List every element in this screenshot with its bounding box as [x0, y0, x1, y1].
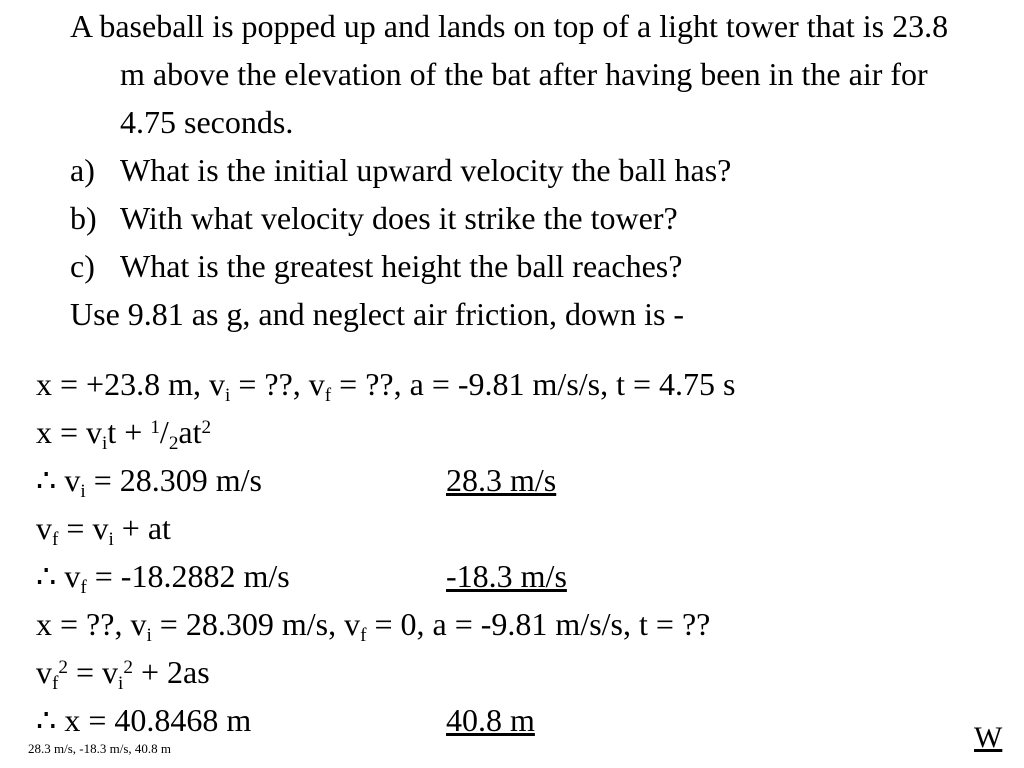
solution-work	[36, 360, 936, 744]
subscript: i	[224, 384, 231, 406]
text: + at	[113, 510, 171, 546]
problem-note: Use 9.81 as g, and neglect air friction, down is -	[70, 296, 685, 332]
text: = v	[67, 654, 119, 690]
question-a	[70, 146, 970, 194]
text: x = +23.8 m, v	[36, 366, 225, 402]
subscript: f	[360, 624, 367, 646]
equation-displacement	[36, 408, 936, 456]
superscript: 2	[58, 657, 68, 679]
answer-c: 40.8 m	[446, 702, 535, 738]
question-letter: a)	[70, 152, 95, 188]
text: v	[36, 510, 52, 546]
text: ∴ v	[36, 558, 81, 594]
question-text: What is the greatest height the ball reaches?	[120, 248, 683, 284]
question-letter: b)	[70, 200, 97, 236]
slide-link[interactable]: W	[974, 721, 1003, 754]
question-letter: c)	[70, 248, 95, 284]
subscript: i	[80, 480, 86, 502]
text: = 28.309 m/s, v	[151, 606, 361, 642]
text: = 28.309 m/s	[85, 462, 262, 498]
text: = 0, a = -9.81 m/s/s, t = ??	[366, 606, 711, 642]
text: t +	[107, 414, 151, 450]
text: = v	[58, 510, 109, 546]
text: x = ??, v	[36, 606, 147, 642]
superscript: 2	[123, 657, 133, 679]
equation-velocity-squared	[36, 648, 936, 696]
question-text: With what velocity does it strike the tower?	[120, 200, 678, 236]
text: x = v	[36, 414, 103, 450]
answer-b: -18.3 m/s	[446, 558, 567, 594]
text: ∴ v	[36, 462, 81, 498]
text: = -18.2882 m/s	[86, 558, 290, 594]
problem-statement	[70, 2, 970, 338]
superscript: 2	[201, 417, 212, 439]
subscript: i	[102, 432, 108, 454]
subscript: f	[80, 576, 87, 598]
answer-a: 28.3 m/s	[446, 462, 557, 498]
equation-velocity	[36, 504, 936, 552]
result-line-2	[36, 552, 936, 600]
subscript: f	[52, 528, 59, 550]
superscript: 1	[150, 417, 160, 439]
text: = ??, v	[230, 366, 325, 402]
subscript: i	[108, 528, 114, 550]
text: v	[36, 654, 52, 690]
subscript: 2	[168, 432, 179, 454]
givens-line-2	[36, 600, 936, 648]
text: + 2as	[132, 654, 210, 690]
text: ∴ x = 40.8468 m	[36, 702, 252, 738]
subscript: f	[324, 384, 332, 406]
subscript: i	[118, 672, 124, 694]
question-b	[70, 194, 970, 242]
subscript: i	[146, 624, 152, 646]
text: = ??, a = -9.81 m/s/s, t = 4.75 s	[331, 366, 736, 402]
question-c	[70, 242, 970, 290]
text: at	[178, 414, 202, 450]
answer-summary-note: 28.3 m/s, -18.3 m/s, 40.8 m	[28, 741, 172, 756]
result-line-3	[36, 696, 936, 744]
result-line-1	[36, 456, 936, 504]
question-text: What is the initial upward velocity the ball has?	[120, 152, 732, 188]
givens-line-1	[36, 360, 936, 408]
problem-stem: A baseball is popped up and lands on top of a light tower that is 23.8 m above the elevation of the bat after having been in the air for 4.75 seconds.	[70, 8, 949, 140]
text: /	[159, 414, 169, 450]
subscript: f	[52, 672, 59, 694]
